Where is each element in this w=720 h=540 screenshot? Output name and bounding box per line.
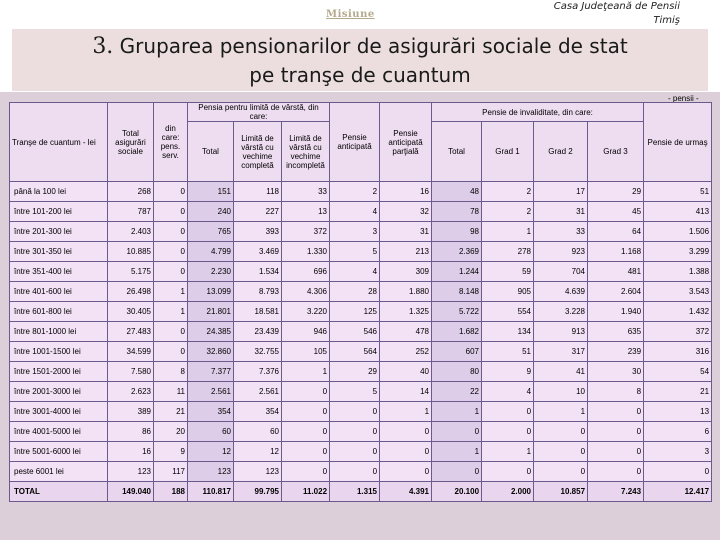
- table-cell: 4.639: [534, 282, 588, 302]
- header-total-asigurari: Total asigurări sociale: [108, 103, 154, 182]
- table-cell: 7.580: [108, 362, 154, 382]
- table-cell: 3.469: [234, 242, 282, 262]
- table-cell: 12: [188, 442, 234, 462]
- table-cell: 29: [330, 362, 380, 382]
- table-cell: 1.244: [432, 262, 482, 282]
- table-cell: 27.483: [108, 322, 154, 342]
- table-row: [10, 382, 712, 402]
- table-cell: 41: [534, 362, 588, 382]
- misiune-label: Misiune: [326, 9, 375, 20]
- table-cell: 0: [154, 242, 188, 262]
- table-cell: 1.940: [588, 302, 644, 322]
- table-cell: 696: [282, 262, 330, 282]
- table-cell: 0: [282, 382, 330, 402]
- header-transe: Tranşe de cuantum - lei: [10, 103, 108, 182]
- header-pl-completa: Limită de vârstă cu vechime completă: [234, 122, 282, 182]
- table-cell: 0: [330, 462, 380, 482]
- table-cell: 0: [432, 422, 482, 442]
- table-cell: 765: [188, 222, 234, 242]
- table-cell: 9: [154, 442, 188, 462]
- table-row: [10, 462, 712, 482]
- institution-line-1: Casa Judeţeană de Pensii: [553, 1, 680, 12]
- table-row: [10, 422, 712, 442]
- pension-table-container: [9, 102, 711, 523]
- table-cell: 7.243: [588, 482, 644, 502]
- header-grad1: Grad 1: [482, 122, 534, 182]
- table-cell: 4.799: [188, 242, 234, 262]
- table-cell: 2.403: [108, 222, 154, 242]
- table-cell: 30: [588, 362, 644, 382]
- table-cell: 60: [188, 422, 234, 442]
- table-cell: 10.885: [108, 242, 154, 262]
- table-cell: 8.793: [234, 282, 282, 302]
- table-cell: 21: [154, 402, 188, 422]
- table-cell: 0: [482, 402, 534, 422]
- title-line-2: pe tranşe de cuantum: [249, 63, 471, 87]
- header-pens-serv: din care: pens. serv.: [154, 103, 188, 182]
- table-cell: 149.040: [108, 482, 154, 502]
- table-cell: 48: [432, 182, 482, 202]
- table-cell: 309: [380, 262, 432, 282]
- table-cell: 1: [282, 362, 330, 382]
- table-row: [10, 302, 712, 322]
- table-cell: 51: [644, 182, 712, 202]
- table-cell: 22: [432, 382, 482, 402]
- table-cell: 0: [588, 462, 644, 482]
- table-cell: 0: [380, 422, 432, 442]
- table-cell: 1: [154, 282, 188, 302]
- table-cell: 20: [154, 422, 188, 442]
- table-cell: 23.439: [234, 322, 282, 342]
- header-grad3: Grad 3: [588, 122, 644, 182]
- table-cell: 32: [380, 202, 432, 222]
- table-cell: 17: [534, 182, 588, 202]
- table-cell: 1.388: [644, 262, 712, 282]
- header-inv-total: Total: [432, 122, 482, 182]
- table-cell: 16: [108, 442, 154, 462]
- header-pl-total: Total: [188, 122, 234, 182]
- table-cell: 0: [330, 422, 380, 442]
- table-cell: 946: [282, 322, 330, 342]
- table-cell: 1: [534, 402, 588, 422]
- table-cell: 21.801: [188, 302, 234, 322]
- table-cell: 99.795: [234, 482, 282, 502]
- table-cell: 13: [282, 202, 330, 222]
- table-cell: 24.385: [188, 322, 234, 342]
- table-cell: 64: [588, 222, 644, 242]
- table-cell: 1.432: [644, 302, 712, 322]
- table-cell: 5: [330, 242, 380, 262]
- table-cell: 188: [154, 482, 188, 502]
- table-cell: 2.604: [588, 282, 644, 302]
- table-cell: 923: [534, 242, 588, 262]
- table-cell: 20.100: [432, 482, 482, 502]
- table-row: [10, 202, 712, 222]
- table-cell: 0: [154, 342, 188, 362]
- table-cell: 1: [380, 402, 432, 422]
- table-cell: 0: [282, 462, 330, 482]
- table-cell: 0: [482, 462, 534, 482]
- table-total-row: [10, 482, 712, 502]
- table-cell: 12.417: [644, 482, 712, 502]
- table-cell: 31: [534, 202, 588, 222]
- table-cell: 8.148: [432, 282, 482, 302]
- table-cell: 704: [534, 262, 588, 282]
- table-cell: 32.755: [234, 342, 282, 362]
- header-pensie-anticipata: Pensie anticipată: [330, 103, 380, 182]
- table-row: [10, 242, 712, 262]
- table-cell: 0: [644, 462, 712, 482]
- table-cell: 316: [644, 342, 712, 362]
- table-cell: 2.000: [482, 482, 534, 502]
- table-cell: 0: [432, 462, 482, 482]
- table-cell: 1: [482, 222, 534, 242]
- table-cell: 123: [108, 462, 154, 482]
- table-cell: 86: [108, 422, 154, 442]
- row-label: între 201-300 lei: [10, 222, 108, 242]
- table-cell: 33: [282, 182, 330, 202]
- table-cell: 1.506: [644, 222, 712, 242]
- table-cell: 0: [534, 422, 588, 442]
- table-cell: 0: [154, 322, 188, 342]
- table-cell: 0: [330, 442, 380, 462]
- table-cell: 2: [330, 182, 380, 202]
- table-cell: 564: [330, 342, 380, 362]
- table-cell: 118: [234, 182, 282, 202]
- row-label: între 1001-1500 lei: [10, 342, 108, 362]
- table-cell: 372: [644, 322, 712, 342]
- table-cell: 3.220: [282, 302, 330, 322]
- table-cell: 1.534: [234, 262, 282, 282]
- table-cell: 30.405: [108, 302, 154, 322]
- table-cell: 123: [188, 462, 234, 482]
- table-cell: 4.391: [380, 482, 432, 502]
- table-cell: 0: [154, 202, 188, 222]
- table-cell: 354: [234, 402, 282, 422]
- table-cell: 5.722: [432, 302, 482, 322]
- table-cell: 98: [432, 222, 482, 242]
- table-cell: 5.175: [108, 262, 154, 282]
- institution-line-2: Timiş: [653, 15, 680, 26]
- table-cell: 1: [432, 402, 482, 422]
- table-row: [10, 282, 712, 302]
- table-cell: 213: [380, 242, 432, 262]
- table-cell: 1.682: [432, 322, 482, 342]
- table-cell: 33: [534, 222, 588, 242]
- table-cell: 110.817: [188, 482, 234, 502]
- table-cell: 10.857: [534, 482, 588, 502]
- row-label: între 101-200 lei: [10, 202, 108, 222]
- row-label: până la 100 lei: [10, 182, 108, 202]
- table-cell: 0: [588, 402, 644, 422]
- table-cell: 913: [534, 322, 588, 342]
- table-cell: 16: [380, 182, 432, 202]
- table-row: [10, 262, 712, 282]
- table-cell: 13.099: [188, 282, 234, 302]
- table-row: [10, 222, 712, 242]
- table-cell: 123: [234, 462, 282, 482]
- table-cell: 0: [154, 182, 188, 202]
- table-cell: 59: [482, 262, 534, 282]
- table-cell: 7.377: [188, 362, 234, 382]
- table-cell: 478: [380, 322, 432, 342]
- row-label: între 601-800 lei: [10, 302, 108, 322]
- table-cell: 2.561: [234, 382, 282, 402]
- table-cell: 1: [482, 442, 534, 462]
- institution-name: [520, 0, 680, 28]
- table-cell: 278: [482, 242, 534, 262]
- table-cell: 80: [432, 362, 482, 382]
- table-cell: 389: [108, 402, 154, 422]
- row-label: între 301-350 lei: [10, 242, 108, 262]
- row-label: între 1501-2000 lei: [10, 362, 108, 382]
- table-cell: 4: [482, 382, 534, 402]
- table-row: [10, 182, 712, 202]
- table-cell: 1.168: [588, 242, 644, 262]
- row-label: între 401-600 lei: [10, 282, 108, 302]
- table-cell: 4.306: [282, 282, 330, 302]
- table-cell: 607: [432, 342, 482, 362]
- table-cell: 2.369: [432, 242, 482, 262]
- table-cell: 0: [154, 262, 188, 282]
- table-cell: 0: [534, 442, 588, 462]
- header-pl-incompleta: Limită de vârstă cu vechime incompletă: [282, 122, 330, 182]
- table-cell: 3.228: [534, 302, 588, 322]
- table-row: [10, 442, 712, 462]
- table-cell: 1.315: [330, 482, 380, 502]
- table-cell: 2.561: [188, 382, 234, 402]
- table-cell: 413: [644, 202, 712, 222]
- row-label: peste 6001 lei: [10, 462, 108, 482]
- table-cell: 51: [482, 342, 534, 362]
- table-cell: 0: [330, 402, 380, 422]
- row-label: între 5001-6000 lei: [10, 442, 108, 462]
- table-cell: 11: [154, 382, 188, 402]
- table-cell: 5: [330, 382, 380, 402]
- table-cell: 117: [154, 462, 188, 482]
- table-cell: 12: [234, 442, 282, 462]
- table-cell: 2: [482, 202, 534, 222]
- table-cell: 11.022: [282, 482, 330, 502]
- table-cell: 2.623: [108, 382, 154, 402]
- table-cell: 1.330: [282, 242, 330, 262]
- row-label: între 4001-5000 lei: [10, 422, 108, 442]
- table-cell: 8: [154, 362, 188, 382]
- table-cell: 21: [644, 382, 712, 402]
- table-cell: 787: [108, 202, 154, 222]
- table-row: [10, 402, 712, 422]
- table-cell: 0: [588, 422, 644, 442]
- table-cell: 28: [330, 282, 380, 302]
- header-grad2: Grad 2: [534, 122, 588, 182]
- table-cell: 29: [588, 182, 644, 202]
- table-cell: 13: [644, 402, 712, 422]
- table-cell: 151: [188, 182, 234, 202]
- table-cell: 9: [482, 362, 534, 382]
- table-row: [10, 362, 712, 382]
- table-cell: 354: [188, 402, 234, 422]
- table-cell: 8: [588, 382, 644, 402]
- table-cell: 105: [282, 342, 330, 362]
- table-cell: 0: [282, 422, 330, 442]
- table-cell: 2: [482, 182, 534, 202]
- title-number: 3.: [92, 34, 114, 59]
- table-cell: 393: [234, 222, 282, 242]
- table-cell: 554: [482, 302, 534, 322]
- table-cell: 0: [534, 462, 588, 482]
- table-cell: 0: [482, 422, 534, 442]
- title-line-1: Gruparea pensionarilor de asigurări sociale de stat: [119, 34, 628, 58]
- table-cell: 3: [330, 222, 380, 242]
- table-cell: 34.599: [108, 342, 154, 362]
- table-cell: 1.880: [380, 282, 432, 302]
- table-cell: 0: [380, 442, 432, 462]
- table-cell: 31: [380, 222, 432, 242]
- row-label: între 351-400 lei: [10, 262, 108, 282]
- pension-table: [9, 102, 712, 502]
- header-pensie-anticipata-partiala: Pensie anticipată parţială: [380, 103, 432, 182]
- table-cell: 1.325: [380, 302, 432, 322]
- table-cell: 14: [380, 382, 432, 402]
- page-title: [12, 32, 708, 89]
- table-cell: 18.581: [234, 302, 282, 322]
- table-cell: 0: [380, 462, 432, 482]
- table-cell: 227: [234, 202, 282, 222]
- table-row: [10, 342, 712, 362]
- table-cell: 268: [108, 182, 154, 202]
- header-pensia-limita: Pensia pentru limită de vârstă, din care:: [188, 103, 330, 122]
- header-pensie-invaliditate: Pensie de invaliditate, din care:: [432, 103, 644, 122]
- table-cell: 78: [432, 202, 482, 222]
- table-cell: 3.543: [644, 282, 712, 302]
- table-cell: 635: [588, 322, 644, 342]
- table-cell: 481: [588, 262, 644, 282]
- table-cell: 125: [330, 302, 380, 322]
- table-cell: 372: [282, 222, 330, 242]
- table-cell: 0: [154, 222, 188, 242]
- table-cell: 252: [380, 342, 432, 362]
- table-cell: 7.376: [234, 362, 282, 382]
- table-cell: 60: [234, 422, 282, 442]
- table-cell: 546: [330, 322, 380, 342]
- table-cell: 2.230: [188, 262, 234, 282]
- table-cell: 317: [534, 342, 588, 362]
- table-cell: 134: [482, 322, 534, 342]
- table-cell: 54: [644, 362, 712, 382]
- table-cell: 1: [432, 442, 482, 462]
- table-cell: 4: [330, 202, 380, 222]
- table-cell: 45: [588, 202, 644, 222]
- table-cell: 4: [330, 262, 380, 282]
- row-label: între 3001-4000 lei: [10, 402, 108, 422]
- row-label: între 2001-3000 lei: [10, 382, 108, 402]
- table-cell: 0: [282, 442, 330, 462]
- table-cell: 3.299: [644, 242, 712, 262]
- row-label: între 801-1000 lei: [10, 322, 108, 342]
- table-cell: 0: [282, 402, 330, 422]
- table-cell: 1: [154, 302, 188, 322]
- table-cell: 0: [588, 442, 644, 462]
- table-cell: 26.498: [108, 282, 154, 302]
- table-cell: 6: [644, 422, 712, 442]
- unit-label: - pensii -: [668, 94, 699, 103]
- table-row: [10, 322, 712, 342]
- table-cell: 240: [188, 202, 234, 222]
- table-cell: 239: [588, 342, 644, 362]
- table-cell: 905: [482, 282, 534, 302]
- header-pensie-urmas: Pensie de urmaş: [644, 103, 712, 182]
- row-label: TOTAL: [10, 482, 108, 502]
- table-cell: 3: [644, 442, 712, 462]
- table-cell: 40: [380, 362, 432, 382]
- table-cell: 32.860: [188, 342, 234, 362]
- table-cell: 10: [534, 382, 588, 402]
